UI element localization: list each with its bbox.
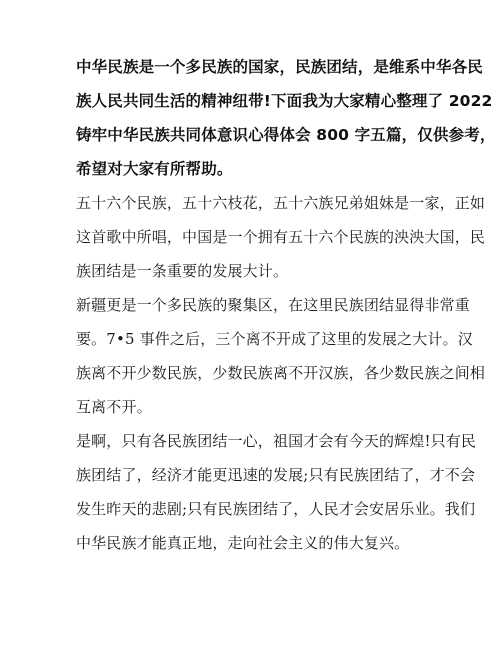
paragraph-2-line: 互离不开。 — [76, 398, 152, 416]
paragraph-3-line: 发生昨天的悲剧;只有民族团结了，人民才会安居乐业。我们 — [76, 500, 476, 518]
paragraph-1-line: 族团结是一条重要的发展大计。 — [76, 262, 289, 280]
intro-line: 族人民共同生活的精神纽带!下面我为大家精心整理了 2022 — [76, 92, 493, 110]
intro-line: 中华民族是一个多民族的国家，民族团结，是维系中华各民 — [76, 58, 483, 76]
intro-line: 铸牢中华民族共同体意识心得体会 800 字五篇，仅供参考， — [76, 126, 496, 144]
paragraph-3-line: 族团结了，经济才能更迅速的发展;只有民族团结了，才不会 — [76, 466, 476, 484]
paragraph-3-line: 是啊，只有各民族团结一心，祖国才会有今天的辉煌!只有民 — [76, 432, 477, 450]
paragraph-2-line: 新疆更是一个多民族的聚集区，在这里民族团结显得非常重 — [76, 296, 470, 314]
paragraph-2-line: 族离不开少数民族，少数民族离不开汉族，各少数民族之间相 — [76, 364, 486, 382]
paragraph-3-line: 中华民族才能真正地，走向社会主义的伟大复兴。 — [76, 534, 410, 552]
paragraph-1-line: 五十六个民族，五十六枝花，五十六族兄弟姐妹是一家，正如 — [76, 194, 486, 212]
intro-line: 希望对大家有所帮助。 — [76, 160, 233, 178]
paragraph-1-line: 这首歌中所唱，中国是一个拥有五十六个民族的泱泱大国，民 — [76, 228, 486, 246]
paragraph-2-line: 要。7•5 事件之后，三个离不开成了这里的发展之大计。汉 — [76, 330, 473, 348]
